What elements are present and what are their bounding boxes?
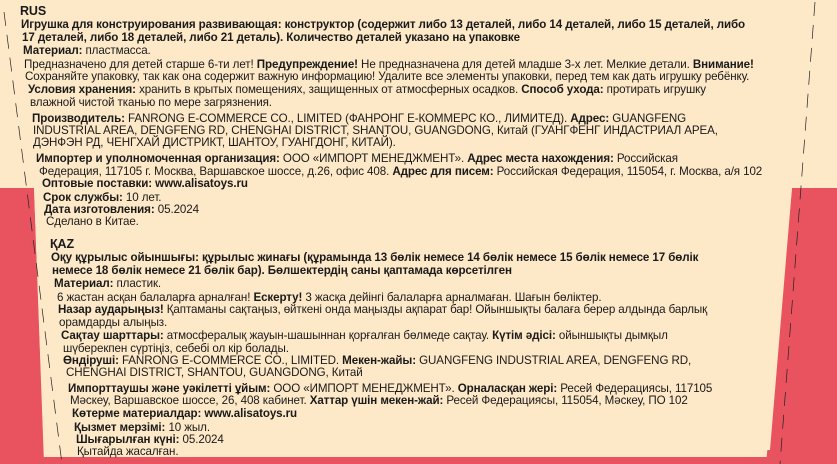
rus-importer (36, 152, 678, 165)
rus-title-line2: 17 деталей, либо 18 деталей, либо 21 деталь). Количество деталей указано на упаковке (22, 31, 520, 44)
kaz-address-label: Мекен-жайы: (342, 354, 416, 367)
rus-care-text: протирать игрушку (603, 83, 706, 96)
kaz-manufacturer-text: FANRONG E-COMMERCE CO., LIMITED. (118, 354, 343, 367)
kaz-service-value: 10 жыл. (165, 421, 210, 434)
rus-address-label: Адрес: (570, 112, 610, 125)
kaz-mail-text: Ресей Федерациясы, 115054, Мәскеу, ПО 102 (443, 394, 688, 407)
kaz-location-label: Орналасқан жері: (457, 382, 558, 395)
kaz-care-line2: шүберекпен сүртіңіз, себебі ол кір болады. (63, 342, 289, 355)
kaz-service-label: Қызмет мерзімі: (74, 421, 166, 434)
kaz-date-value: 05.2024 (179, 433, 224, 446)
rus-service-label: Срок службы: (43, 191, 123, 204)
kaz-date-label: Шығарылған күні: (76, 433, 180, 446)
rus-address-text: GUANGFENG (609, 112, 687, 125)
rus-attention-label: Внимание! (692, 58, 754, 71)
kaz-attention-line2: орамдарды алыңыз. (59, 316, 168, 329)
rus-date-label: Дата изготовления: (44, 203, 155, 216)
rus-warning-text: Не предназначена для детей младше 3-х лет. Мелкие детали. (357, 58, 693, 71)
kaz-manufacturer-label: Өндіруші: (63, 354, 119, 367)
rus-storage-text: хранить в крытых помещениях, защищенных от атмосферных осадков. (135, 83, 522, 96)
kaz-importer-text: ООО «ИМПОРТ МЕНЕДЖМЕНТ». (270, 382, 458, 395)
rus-material (23, 44, 151, 57)
rus-importer-address: Федерация, 117105 г. Москва, Варшавское шоссе, д.26, офис 408. (39, 165, 393, 178)
rus-location-text: Российская (613, 152, 678, 165)
kaz-title-line2: немесе 18 бөлік немесе 21 бөлік бар). Бөлшектердің саны қаптамада көрсетілген (52, 264, 512, 277)
rus-manufacturer-label: Производитель: (32, 112, 125, 125)
rus-storage-label: Условия хранения: (28, 83, 136, 96)
kaz-storage-label: Сақтау шарттары: (61, 329, 164, 342)
kaz-title: Оқу құрылыс ойыншығы: құрылыс жинағы (құрамында 13 бөлік немесе 14 бөлік немесе 15 бөлік немесе 17 бөлік (51, 251, 699, 264)
rus-storage (28, 83, 706, 96)
rus-mail-text: Российская Федерация, 115054, г. Москва, а/я 102 (493, 165, 763, 178)
kaz-attention-label: Назар аударыңыз! (58, 303, 164, 316)
rus-date-value: 05.2024 (154, 203, 199, 216)
kaz-address-text: GUANGFENG INDUSTRIAL AREA, DENGFENG RD, (416, 354, 692, 367)
kaz-material (54, 277, 161, 290)
rus-care-line2: влажной чистой тканью по мере загрязнения. (30, 96, 272, 109)
rus-material-value: пластмасса. (82, 44, 151, 57)
kaz-manufacturer-line2: CHENGHAI DISTRICT, SHANTOU, GUANGDONG, Китай (66, 366, 363, 379)
rus-intended-text: Предназначено для детей старше 6-ти лет! (24, 58, 257, 71)
kaz-storage-text: атмосфералық жауын-шашыннан қорғалған бөлмеде сақтау. (163, 329, 493, 342)
rus-manufacturer-text: FANRONG E-COMMERCE CO., LIMITED (ФАНРОНГ Е-КОММЕРС КО., ЛИМИТЕД). (124, 112, 571, 125)
kaz-made-in: Қытайда жасалған. (77, 445, 179, 458)
kaz-storage (61, 329, 668, 342)
rus-importer-text: ООО «ИМПОРТ МЕНЕДЖМЕНТ». (279, 152, 468, 165)
rus-material-label: Материал: (23, 44, 83, 57)
rus-made-in: Сделано в Китае. (46, 215, 139, 228)
kaz-wholesale: Көтерме материалдар: www.alisatoys.ru (72, 407, 298, 420)
kaz-location-text: Ресей Федерациясы, 117105 (557, 382, 713, 395)
rus-lang-code: RUS (20, 4, 47, 18)
rus-service-value: 10 лет. (122, 191, 162, 204)
kaz-importer-label: Импорттаушы және уәкілетті ұйым: (68, 382, 271, 395)
kaz-mail-label: Хаттар үшін мекен-жай: (309, 394, 444, 407)
rus-care-label: Способ ухода: (521, 83, 604, 96)
kaz-care-label: Күтім әдісі: (492, 329, 556, 342)
kaz-lang-code: ҚAZ (50, 237, 74, 251)
kaz-material-value: пластик. (113, 277, 162, 290)
rus-manufacturer-line3: ДЭНФЭН РД, ЧЕНГХАЙ ДИСТРИКТ, ШАНТОУ, ГУАНГДОНГ, КИТАЙ). (33, 136, 396, 149)
kaz-warning-label: Ескерту! (253, 291, 303, 304)
rus-title: Игрушка для конструирования развивающая: конструктор (содержит либо 13 деталей, либо 14 деталей, либо 15 деталей, либо (21, 18, 746, 31)
rus-warning-label: Предупреждение! (256, 58, 358, 71)
kaz-attention-text: Қаптаманы сақтаңыз, өйткені онда маңызды ақпарат бар! Ойыншықты балаға берер алдында барлық (163, 303, 708, 316)
rus-mail-label: Адрес для писем: (392, 165, 494, 178)
kaz-care-text: ойыншықты дымқыл (555, 329, 668, 342)
kaz-importer-address: Мәскеу, Варшавское шоссе, 26, 408 кабинет. (70, 394, 310, 407)
rus-location-label: Адрес места нахождения: (467, 152, 614, 165)
rus-wholesale: Оптовые поставки: www.alisatoys.ru (42, 177, 248, 190)
kaz-importer-line2 (70, 394, 688, 407)
kaz-attention (58, 303, 707, 316)
kaz-material-label: Материал: (54, 277, 114, 290)
rus-importer-label: Импортер и уполномоченная организация: (36, 152, 280, 165)
rus-manufacturer-line2: INDUSTRIAL AREA, DENGFENG RD, CHENGHAI DISTRICT, SHANTOU, GUANGDONG, Китай (ГУАНГФЕНГ ИНДАСТРИАЛ АРЕА, (33, 124, 718, 137)
rus-attention-line2: Сохраняйте упаковку, так как она содержит важную информацию! Удалите все элементы упаковки, перед тем как дать игрушку ребёнку. (25, 70, 750, 83)
kaz-warning-text: 3 жасқа дейінгі балаларға арналмаған. Шағын бөліктер. (302, 291, 602, 304)
kaz-intended-text: 6 жастан асқан балаларға арналған! (57, 291, 254, 304)
